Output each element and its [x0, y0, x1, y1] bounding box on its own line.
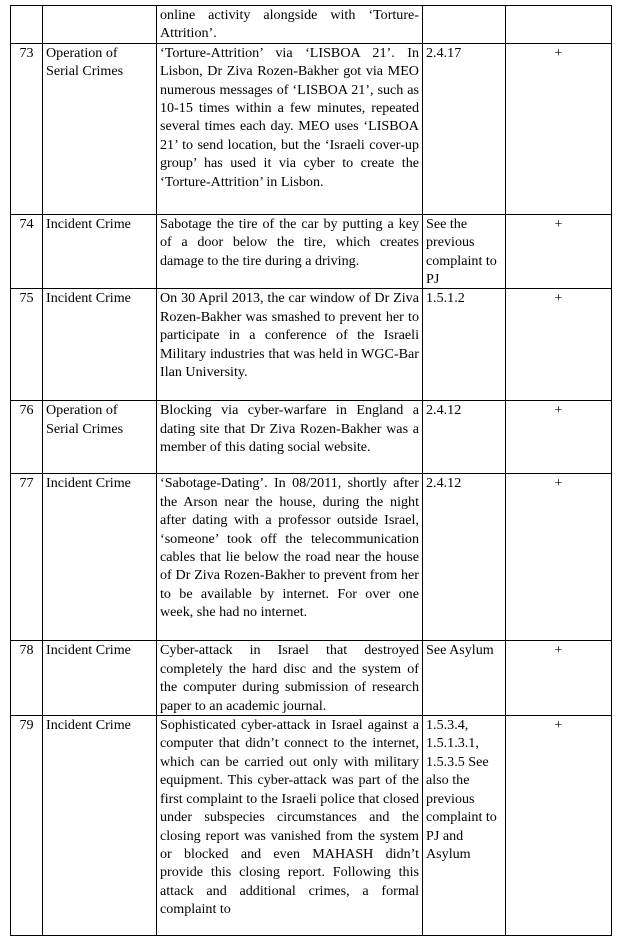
table-row	[11, 6, 612, 44]
row-number: 77	[11, 474, 43, 641]
crime-description: Sabotage the tire of the car by putting a key of a door below the tire, which creates damage to the tire during a driving.	[157, 214, 423, 289]
status-mark: +	[506, 289, 612, 401]
crime-description: ‘Torture-Attrition’ via ‘LISBOA 21’. In Lisbon, Dr Ziva Rozen-Bakher got via MEO numerous messages of ‘LISBOA 21’, such as 10-15 times within a few minutes, repeated several times each day. MEO uses ‘LISBOA 21’ to send location, but the ‘Israeli cover-up group’ has used it via cyber to create the ‘Torture-Attrition’ in Lisbon.	[157, 43, 423, 214]
crime-description: Sophisticated cyber-attack in Israel against a computer that didn’t connect to the internet, which can be carried out only with military equipment. This cyber-attack was part of the first complaint to the Israeli police that closed under subspecies circumstances and the closing report was vanished from the system or blocked and even MAHASH didn’t provide this closing report. Following this attack and additional crimes, a formal complaint to	[157, 716, 423, 936]
crime-type: Incident Crime	[43, 716, 157, 936]
crime-type: Operation of Serial Crimes	[43, 43, 157, 214]
crimes-table	[10, 5, 612, 936]
status-mark: +	[506, 401, 612, 474]
table-row	[11, 716, 612, 936]
reference: 1.5.1.2	[423, 289, 506, 401]
row-number: 78	[11, 641, 43, 716]
row-number: 75	[11, 289, 43, 401]
table-row	[11, 401, 612, 474]
row-number: 76	[11, 401, 43, 474]
status-mark: +	[506, 43, 612, 214]
crime-description: Cyber-attack in Israel that destroyed completely the hard disc and the system of the computer during submission of research paper to an academic journal.	[157, 641, 423, 716]
table-row	[11, 641, 612, 716]
reference: See the previous complaint to PJ	[423, 214, 506, 289]
crime-type: Incident Crime	[43, 289, 157, 401]
row-number: 74	[11, 214, 43, 289]
crime-type: Incident Crime	[43, 214, 157, 289]
table-row	[11, 474, 612, 641]
reference: 2.4.12	[423, 474, 506, 641]
crime-type: Operation of Serial Crimes	[43, 401, 157, 474]
table-row	[11, 43, 612, 214]
crime-description: online activity alongside with ‘Torture-Attrition’.	[157, 6, 423, 44]
reference: See Asylum	[423, 641, 506, 716]
reference: 2.4.17	[423, 43, 506, 214]
reference: 1.5.3.4, 1.5.1.3.1, 1.5.3.5 See also the previous complaint to PJ and Asylum	[423, 716, 506, 936]
reference	[423, 6, 506, 44]
crime-description: ‘Sabotage-Dating’. In 08/2011, shortly after the Arson near the house, during the night after dating with a professor outside Israel, ‘someone’ took off the telecommunication cables that lie below the road near the house of Dr Ziva Rozen-Bakher to prevent from her to be available by internet. For over one week, she had no internet.	[157, 474, 423, 641]
crimes-table-body	[11, 6, 612, 936]
table-row	[11, 289, 612, 401]
status-mark: +	[506, 716, 612, 936]
status-mark: +	[506, 214, 612, 289]
crime-type	[43, 6, 157, 44]
status-mark: +	[506, 474, 612, 641]
crime-type: Incident Crime	[43, 474, 157, 641]
crime-type: Incident Crime	[43, 641, 157, 716]
crime-description: On 30 April 2013, the car window of Dr Ziva Rozen-Bakher was smashed to prevent her to participate in a conference of the Israeli Military industries that was held in WGC-Bar Ilan University.	[157, 289, 423, 401]
row-number	[11, 6, 43, 44]
status-mark	[506, 6, 612, 44]
row-number: 79	[11, 716, 43, 936]
reference: 2.4.12	[423, 401, 506, 474]
table-row	[11, 214, 612, 289]
crime-description: Blocking via cyber-warfare in England a dating site that Dr Ziva Rozen-Bakher was a member of this dating social website.	[157, 401, 423, 474]
status-mark: +	[506, 641, 612, 716]
row-number: 73	[11, 43, 43, 214]
